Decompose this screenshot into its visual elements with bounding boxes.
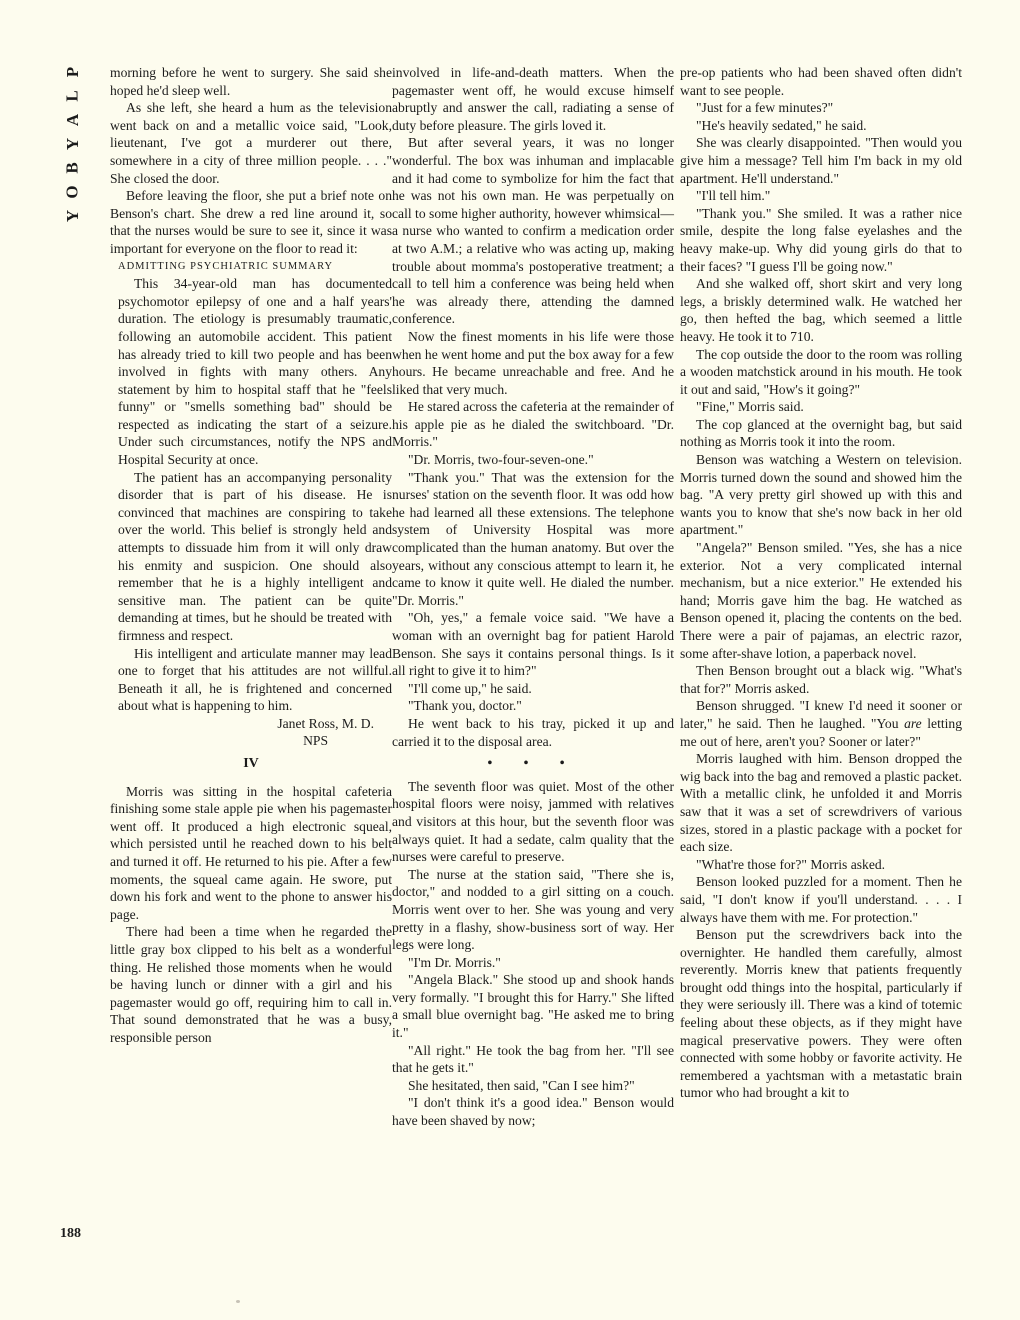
paragraph: The seventh floor was quiet. Most of the other hospital floors were noisy, jammed with relatives and visitors at this hour, but the seventh floor was always quiet. It had a sedate, calm quality that the nurses were careful to preserve. <box>392 778 674 865</box>
masthead-letter: P <box>62 66 82 78</box>
paragraph: Before leaving the floor, she put a brief note on Benson's chart. She drew a red line around it, so that the nurses would be sure to see it, since it was important for everyone on the floor to read it: <box>110 188 392 256</box>
masthead-letter: Y <box>63 137 82 151</box>
paragraph: The cop glanced at the overnight bag, but said nothing as Morris took it into the room. <box>680 416 962 450</box>
paragraph: He went back to his tray, picked it up and carried it to the disposal area. <box>392 715 674 749</box>
signature <box>118 715 392 749</box>
emphasis: are <box>904 715 922 731</box>
text-column-3 <box>680 64 962 1102</box>
psychiatric-summary <box>110 275 392 749</box>
section-break: • • • <box>487 755 579 771</box>
print-speck <box>236 1300 240 1303</box>
paragraph: "Thank you." That was the extension for the nurses' station on the seventh floor. It was odd how he had learned all these extensions. The telephone system of University Hospital was more complicated than the human anatomy. But over the years, without any conscious attempt to learn it, he came to know it quite well. He dialed the number. "Dr. Morris." <box>392 469 674 608</box>
paragraph: "Just for a few minutes?" <box>696 100 834 116</box>
paragraph: "I don't think it's a good idea." Benson would have been shaved by now; <box>392 1095 674 1129</box>
masthead-letter: L <box>63 90 82 102</box>
section-heading: IV <box>243 755 259 771</box>
paragraph: The patient has an accompanying personality disorder that is part of his disease. He is convinced that machines are conspiring to take over the world. This belief is strongly held and attempts to dissuade him from it will only draw his enmity and suspicion. One should also remember that he is a highly intelligent and sensitive man. The patient can be quite demanding at times, but he should be treated with firmness and respect. <box>118 469 392 643</box>
paragraph: The cop outside the door to the room was rolling a wooden matchstick around in his mouth. He took it out and said, "How's it going?" <box>680 346 962 397</box>
paragraph: "I'll come up," he said. <box>408 680 532 696</box>
paragraph: "Dr. Morris, two-four-seven-one." <box>408 452 594 468</box>
paragraph: As she left, she heard a hum as the television went back on and a metallic voice said, "Look, lieutenant, I've got a murderer out there, somewhere in a city of three million people. . . ." She closed the door. <box>110 100 392 186</box>
paragraph: "Thank you." She smiled. It was a rather nice smile, despite the long false eyelashes and the heavy make-up. Why did young girls do that to their faces? "I guess I'll be going now." <box>680 205 962 274</box>
paragraph: And she walked off, short skirt and very long legs, a briskly determined walk. He watched her go, then hefted the bag, which seemed a little heavy. He took it to 710. <box>680 276 962 344</box>
paragraph: Then Benson brought out a black wig. "What's that for?" Morris asked. <box>680 663 962 696</box>
paragraph: She was clearly disappointed. "Then would you give him a message? Tell him I'm back in my old apartment. He'll understand." <box>680 135 962 186</box>
paragraph: Benson put the screwdrivers back into the overnighter. He handled them carefully, almost reverently. Morris knew that patients frequently brought odd things into the hospital, particularly if they were seriously ill. There was a kind of totemic feeling about these objects, as if they might have magical preservative powers. They were often connected with some hobby or favorite activity. He remembered a yachtsman with a metastatic brain tumor who had brought a kit to <box>680 927 962 1101</box>
text-column-2 <box>392 64 674 1130</box>
masthead-letter: A <box>63 113 82 127</box>
paragraph: Benson looked puzzled for a moment. Then he said, "I don't know if you'll understand. . . . I always have them with me. For protection." <box>680 874 962 925</box>
paragraph <box>680 697 962 750</box>
paragraph: "Fine," Morris said. <box>696 399 804 415</box>
paragraph: "He's heavily sedated," he said. <box>696 117 867 133</box>
paragraph: His intelligent and articulate manner may lead one to forget that his attitudes are not willful. Beneath it all, he is frightened and concerned about what is happening to him. <box>118 645 392 714</box>
paragraph: Morris was sitting in the hospital cafeteria finishing some stale apple pie when his pagemaster went off. It produced a high electronic squeal, which persisted until he reached down to his belt and turned it off. He returned to his pie. After a few moments, the squeal came again. He swore, put down his fork and went to the phone to answer his page. <box>110 783 392 922</box>
paragraph: "Angela Black." She stood up and shook hands very formally. "I brought this for Harry." She lifted a small blue overnight bag. "He asked me to bring it." <box>392 972 674 1041</box>
paragraph: "I'm Dr. Morris." <box>408 954 501 970</box>
paragraph: This 34-year-old man has documented psychomotor epilepsy of one and a half years' duration. The etiology is presumably traumatic, following an automobile accident. This patient has already tried to kill two people and has been involved in fights with many others. Any statement by him to hospital staff that he "feels funny" or "smells something bad" should be respected as indicating the start of a seizure. Under such circumstances, notify the NPS and Hospital Security at once. <box>118 276 392 468</box>
masthead-letter: O <box>62 185 82 199</box>
page-number: 188 <box>60 1226 81 1241</box>
paragraph: She hesitated, then said, "Can I see him?" <box>408 1077 635 1093</box>
paragraph: "What're those for?" Morris asked. <box>696 856 886 872</box>
paragraph: Benson was watching a Western on television. Morris turned down the sound and showed him the bag. "A very pretty girl showed up with this and wants you to know that she's now back in her old apartment." <box>680 452 962 538</box>
paragraph: Now the finest moments in his life were those when he went home and put the box away for a few hours. He became unreachable and free. And he liked that very much. <box>392 328 674 397</box>
paragraph: "All right." He took the bag from her. "I'll see that he gets it." <box>392 1042 674 1076</box>
text-column-1 <box>110 64 392 1046</box>
masthead-vertical <box>62 60 84 228</box>
paragraph: The nurse at the station said, "There she is, doctor," and nodded to a girl sitting on a couch. Morris went over to her. She was young and very pretty in a flashy, show-business sort of way. Her legs were long. <box>392 866 674 953</box>
text-run: letting me out of here, aren't you? Sooner or later?" <box>680 715 962 749</box>
masthead-letter: B <box>63 162 82 174</box>
signature-name: Janet Ross, M. D. <box>277 715 374 731</box>
paragraph: involved in life-and-death matters. When the pagemaster went off, he would excuse himself abruptly and answer the call, radiating a sense of duty before pleasure. The girls loved it. <box>392 65 674 133</box>
text-run: Benson shrugged. "I knew I'd need it sooner or later," he said. Then he laughed. "You <box>680 698 962 731</box>
paragraph: "I'll tell him." <box>696 188 771 204</box>
paragraph: "Thank you, doctor." <box>408 698 522 714</box>
paragraph: pre-op patients who had been shaved often didn't want to see people. <box>680 65 962 98</box>
paragraph: "Angela?" Benson smiled. "Yes, she has a nice exterior. Not a very complicated internal mechanism, but a nice exterior." He extended his hand; Morris gave him the bag. He watched as Benson opened it, placing the contents on the bed. There were a pair of pajamas, an electric razor, some after-shave lotion, a paperback novel. <box>680 540 962 661</box>
paragraph: But after several years, it was no longer wonderful. The box was inhuman and implacable and it had come to symbolize for him the fact that he was not his own man. He was perpetually on call to some higher authority, however whimsical—a nurse who wanted to confirm a medication order at two A.M.; a relative who was acting up, making trouble about momma's postoperative treatment; a call to tell him a conference was being held when he was already there, attending the damned conference. <box>392 135 674 327</box>
paragraph: Morris laughed with him. Benson dropped the wig back into the bag and removed a plastic packet. With a metallic clink, he unfolded it and Morris saw that it was a set of screwdrivers of various sizes, stored in a plastic package with a pocket for each size. <box>680 751 962 855</box>
paragraph: There had been a time when he regarded the little gray box clipped to his belt as a wonderful thing. He relished those moments when he would be having lunch or dinner with a girl and his pagemaster would go off, requiring him to call in. That sound demonstrated that he was a busy, responsible person <box>110 924 392 1045</box>
signature-role: NPS <box>303 732 328 748</box>
paragraph: morning before he went to surgery. She said she hoped he'd sleep well. <box>110 65 392 98</box>
masthead-letter: Y <box>63 209 82 223</box>
paragraph: He stared across the cafeteria at the remainder of his apple pie as he dialed the switchboard. "Dr. Morris." <box>392 399 674 450</box>
summary-heading: ADMITTING PSYCHIATRIC SUMMARY <box>118 260 334 272</box>
paragraph: "Oh, yes," a female voice said. "We have a woman with an overnight bag for patient Harold Benson. She says it contains personal things. Is it all right to give it to him?" <box>392 610 674 679</box>
